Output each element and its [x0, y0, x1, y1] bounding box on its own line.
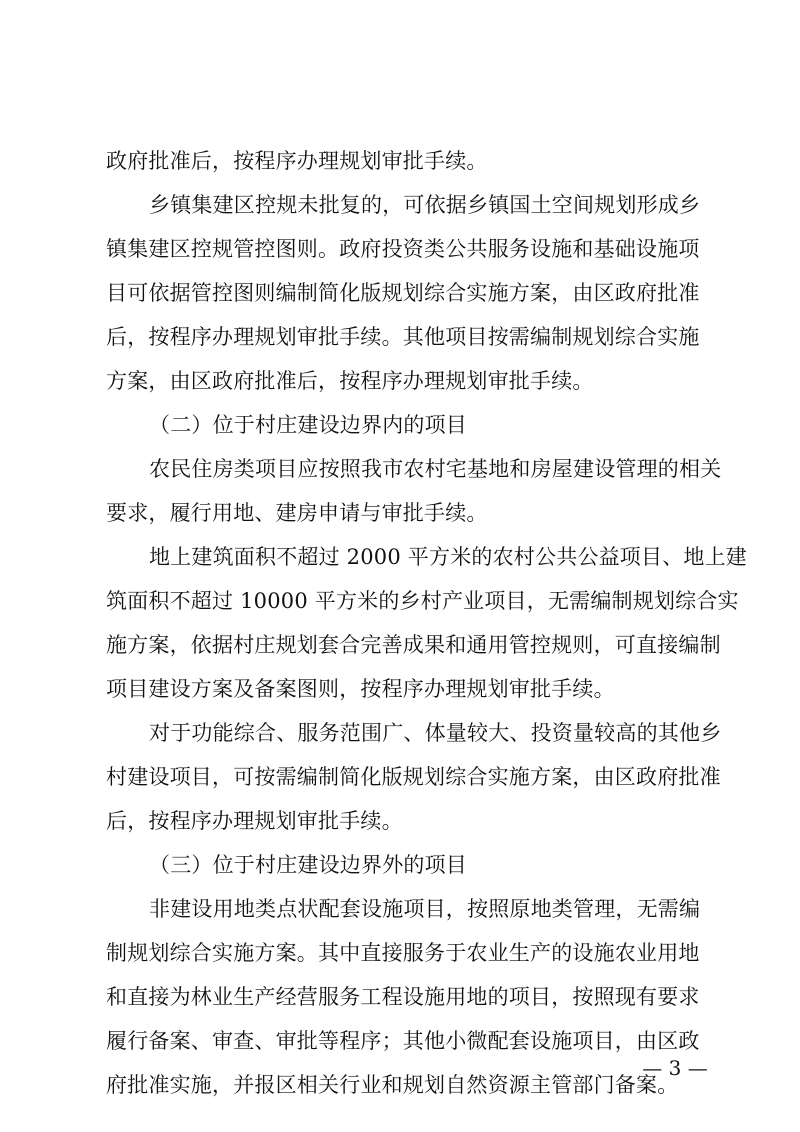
- text-line-continuation: 政府批准后，按程序办理规划审批手续。: [106, 149, 488, 173]
- paragraph-line: 施方案，依据村庄规划套合完善成果和通用管控规则，可直接编制: [106, 633, 721, 657]
- paragraph-line-first: 农民住房类项目应按照我市农村宅基地和房屋建设管理的相关: [149, 457, 722, 481]
- section-heading: （三）位于村庄建设边界外的项目: [149, 853, 467, 877]
- paragraph-line: 目可依据管控图则编制简化版规划综合实施方案，由区政府批准: [106, 281, 700, 305]
- page-number: — 3 —: [642, 1056, 708, 1080]
- paragraph-line: 筑面积不超过 10000 平方米的乡村产业项目，无需编制规划综合实: [106, 589, 739, 613]
- section-heading: （二）位于村庄建设边界内的项目: [149, 413, 467, 437]
- paragraph-line: 履行备案、审查、审批等程序；其他小微配套设施项目，由区政: [106, 1029, 700, 1053]
- paragraph-line-last: 方案，由区政府批准后，按程序办理规划审批手续。: [106, 369, 594, 393]
- paragraph-line: 村建设项目，可按需编制简化版规划综合实施方案，由区政府批准: [106, 765, 721, 789]
- paragraph-line: 和直接为林业生产经营服务工程设施用地的项目，按照现有要求: [106, 985, 700, 1009]
- paragraph-line: 镇集建区控规管控图则。政府投资类公共服务设施和基础设施项: [106, 237, 700, 261]
- paragraph-line-last: 后，按程序办理规划审批手续。: [106, 809, 403, 833]
- paragraph-line-last: 项目建设方案及备案图则，按程序办理规划审批手续。: [106, 677, 615, 701]
- paragraph-line-last: 要求，履行用地、建房申请与审批手续。: [106, 501, 488, 525]
- paragraph-line: 制规划综合实施方案。其中直接服务于农业生产的设施农业用地: [106, 941, 700, 965]
- paragraph-line-first: 乡镇集建区控规未批复的，可依据乡镇国土空间规划形成乡: [149, 193, 701, 217]
- paragraph-line-last: 府批准实施，并报区相关行业和规划自然资源主管部门备案。: [106, 1073, 679, 1097]
- paragraph-line: 后，按程序办理规划审批手续。其他项目按需编制规划综合实施: [106, 325, 700, 349]
- paragraph-line-first: 地上建筑面积不超过 2000 平方米的农村公共公益项目、地上建: [149, 545, 747, 569]
- paragraph-line-first: 非建设用地类点状配套设施项目，按照原地类管理，无需编: [149, 897, 701, 921]
- paragraph-line-first: 对于功能综合、服务范围广、体量较大、投资量较高的其他乡: [149, 721, 722, 745]
